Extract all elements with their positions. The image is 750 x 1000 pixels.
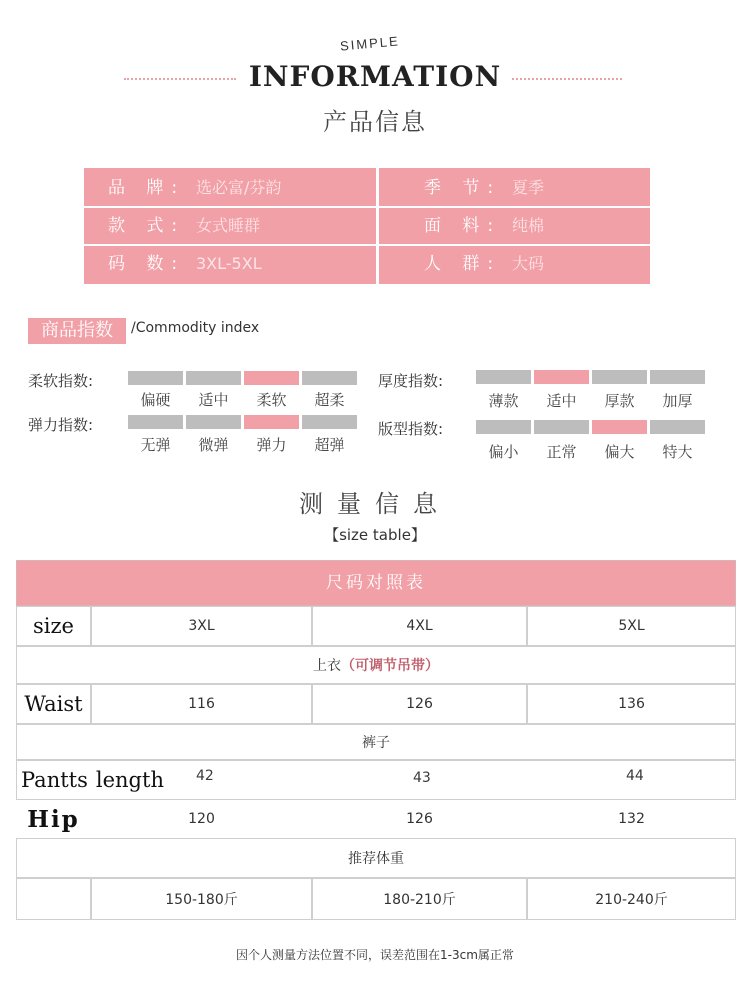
elasticity-index-bar	[186, 415, 241, 429]
simple-label: SIMPLE	[339, 33, 401, 54]
info-row-3	[84, 246, 650, 282]
elasticity-index-option: 弹力	[256, 436, 287, 454]
elasticity-index-bar	[244, 415, 299, 429]
softness-index-bar	[244, 371, 299, 385]
size-cell-5xl: 5XL	[527, 606, 736, 646]
season-value: 夏季	[512, 178, 545, 197]
measurement-title: 测量信息	[299, 490, 451, 518]
thickness-index-bar	[650, 370, 705, 384]
size-range-label: 码 数:	[108, 254, 186, 274]
season-label: 季 节:	[424, 178, 502, 198]
style-value: 女式睡群	[196, 216, 261, 235]
pants-length-label-a: Pantts	[21, 768, 88, 792]
softness-index-bar	[186, 371, 241, 385]
size-cell-4xl: 4XL	[312, 606, 527, 646]
thickness-index-option: 加厚	[662, 392, 693, 410]
product-info-table	[84, 168, 650, 284]
info-row-1	[84, 170, 650, 206]
crowd-value: 大码	[512, 254, 545, 273]
crowd-label: 人 群:	[424, 254, 502, 274]
top-section-header	[16, 646, 736, 684]
waist-cell: 116	[91, 684, 312, 724]
elasticity-index-option: 超弹	[314, 436, 345, 454]
thickness-index-label: 厚度指数:	[378, 372, 444, 390]
fit-index-option: 特大	[662, 443, 693, 461]
brand-label: 品 牌:	[108, 178, 186, 198]
waist-row-label: Waist	[16, 684, 91, 724]
fit-index-bar	[592, 420, 647, 434]
weight-cell: 180-210斤	[312, 878, 527, 920]
thickness-index-option: 厚款	[604, 392, 635, 410]
softness-index-bar	[302, 371, 357, 385]
commodity-index-badge: 商品指数	[28, 318, 126, 344]
fabric-value: 纯棉	[512, 216, 545, 235]
pants-length-cell: 42	[196, 768, 214, 784]
elasticity-index-option: 微弹	[198, 436, 229, 454]
fit-index-label: 版型指数:	[378, 420, 444, 438]
adjustable-strap-note: （可调节吊带）	[341, 658, 439, 674]
info-row-2	[84, 208, 650, 244]
style-label: 款 式:	[108, 216, 186, 236]
elasticity-index-bar	[302, 415, 357, 429]
softness-index-option: 偏硬	[140, 391, 171, 409]
softness-index-label: 柔软指数:	[28, 372, 94, 390]
elasticity-index-bar	[128, 415, 183, 429]
hip-label: Hip	[27, 805, 80, 833]
weight-row-label-cell	[16, 878, 91, 920]
weight-cell: 150-180斤	[91, 878, 312, 920]
softness-index-option: 适中	[198, 391, 229, 409]
hip-cell: 120	[188, 811, 215, 827]
pants-length-cell: 44	[626, 768, 644, 784]
softness-index-bar	[128, 371, 183, 385]
waist-cell: 136	[527, 684, 736, 724]
pants-length-cell: 43	[413, 770, 431, 786]
page-title: INFORMATION	[248, 60, 502, 93]
thickness-index-bar	[534, 370, 589, 384]
weight-cell: 210-240斤	[527, 878, 736, 920]
fit-index-option: 偏大	[604, 443, 635, 461]
brand-value: 选必富/芬韵	[196, 178, 282, 197]
thickness-index-option: 薄款	[488, 392, 519, 410]
fit-index-bar	[650, 420, 705, 434]
elasticity-index-label: 弹力指数:	[28, 416, 94, 434]
pants-length-label-b: length	[95, 768, 164, 792]
weight-section-header: 推荐体重	[16, 838, 736, 878]
elasticity-index-option: 无弹	[140, 436, 171, 454]
size-table-heading: 尺码对照表	[16, 560, 736, 606]
measurement-subtitle: 【size table】	[324, 526, 426, 544]
top-section-label: 上衣	[313, 658, 341, 674]
hip-cell: 126	[406, 811, 433, 827]
pants-section-header: 裤子	[16, 724, 736, 760]
thickness-index-option: 适中	[546, 392, 577, 410]
fabric-label: 面 料:	[424, 216, 502, 236]
thickness-index-bar	[592, 370, 647, 384]
page-subtitle: 产品信息	[323, 108, 427, 136]
fit-index-option: 偏小	[488, 443, 519, 461]
fit-index-bar	[476, 420, 531, 434]
waist-cell: 126	[312, 684, 527, 724]
size-row-label: size	[16, 606, 91, 646]
measurement-footnote: 因个人测量方法位置不同，误差范围在1-3cm属正常	[236, 948, 514, 962]
size-cell-3xl: 3XL	[91, 606, 312, 646]
hip-cell: 132	[618, 811, 645, 827]
thickness-index-bar	[476, 370, 531, 384]
fit-index-option: 正常	[546, 443, 577, 461]
commodity-index-english: /Commodity index	[131, 320, 260, 336]
softness-index-option: 超柔	[314, 391, 345, 409]
fit-index-bar	[534, 420, 589, 434]
hip-row-label	[16, 800, 91, 838]
softness-index-option: 柔软	[256, 391, 287, 409]
size-range-value: 3XL-5XL	[196, 254, 262, 273]
